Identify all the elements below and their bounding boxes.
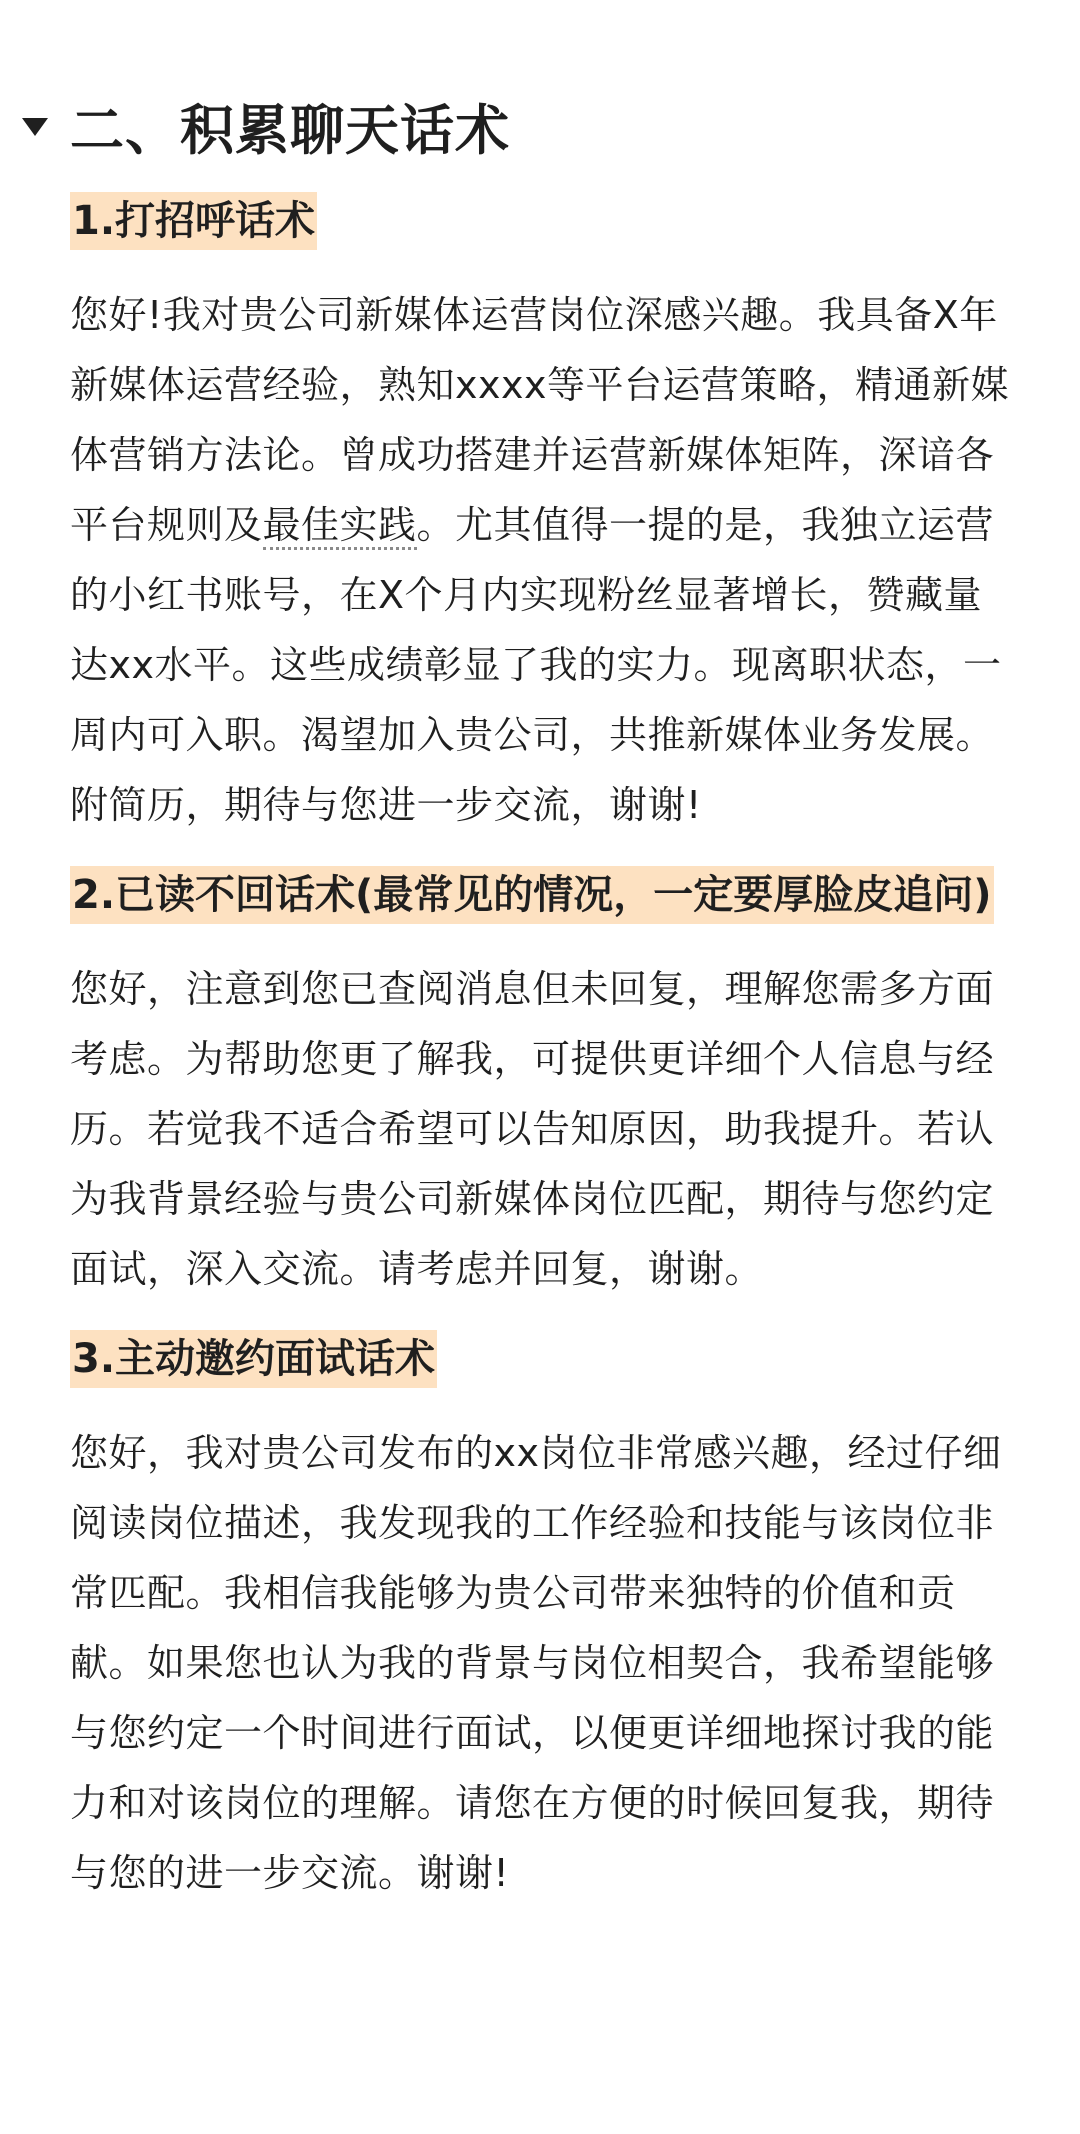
- sub-heading-read-no-reply: [70, 860, 1010, 930]
- block-read-no-reply: [70, 860, 1010, 1304]
- paragraph-greeting: [70, 280, 1010, 840]
- heading-highlight: 3.主动邀约面试话术: [70, 1330, 437, 1388]
- caret-down-icon[interactable]: [22, 118, 48, 136]
- sub-heading-greeting: [70, 186, 1010, 256]
- paragraph-read-no-reply: 您好，注意到您已查阅消息但未回复，理解您需多方面考虑。为帮助您更了解我，可提供更详细个人信息与经历。若觉我不适合希望可以告知原因，助我提升。若认为我背景经验与贵公司新媒体岗位匹配，期待与您约定面试，深入交流。请考虑并回复，谢谢。: [70, 967, 995, 1291]
- block-greeting: [70, 186, 1010, 840]
- block-interview-invite: [70, 1324, 1010, 1908]
- paragraph-text: 您好!我对贵公司新媒体运营岗位深感兴趣。我具备X年新媒体运营经验，熟知xxxx等平台运营策略，精通新媒体营销方法论。曾成功搭建并运营新媒体矩阵，深谙各平台规则及: [70, 293, 1009, 547]
- heading-highlight: 1.打招呼话术: [70, 192, 317, 250]
- section-title: 二、积累聊天话术: [70, 99, 510, 162]
- section-toggle[interactable]: [22, 88, 510, 165]
- sub-heading-interview-invite: [70, 1324, 1010, 1394]
- commented-text[interactable]: 最佳实践: [263, 503, 417, 550]
- section-content: [70, 186, 1010, 1928]
- paragraph-text: 。尤其值得一提的是，我独立运营的小红书账号，在X个月内实现粉丝显著增长，赞藏量达xx水平。这些成绩彰显了我的实力。现离职状态，一周内可入职。渴望加入贵公司，共推新媒体业务发展。附简历，期待与您进一步交流，谢谢!: [70, 503, 1002, 827]
- paragraph-interview-invite: 您好，我对贵公司发布的xx岗位非常感兴趣，经过仔细阅读岗位描述，我发现我的工作经验和技能与该岗位非常匹配。我相信我能够为贵公司带来独特的价值和贡献。如果您也认为我的背景与岗位相契合，我希望能够与您约定一个时间进行面试，以便更详细地探讨我的能力和对该岗位的理解。请您在方便的时候回复我，期待与您的进一步交流。谢谢!: [70, 1431, 1002, 1895]
- heading-highlight: 2.已读不回话术(最常见的情况，一定要厚脸皮追问): [70, 866, 994, 924]
